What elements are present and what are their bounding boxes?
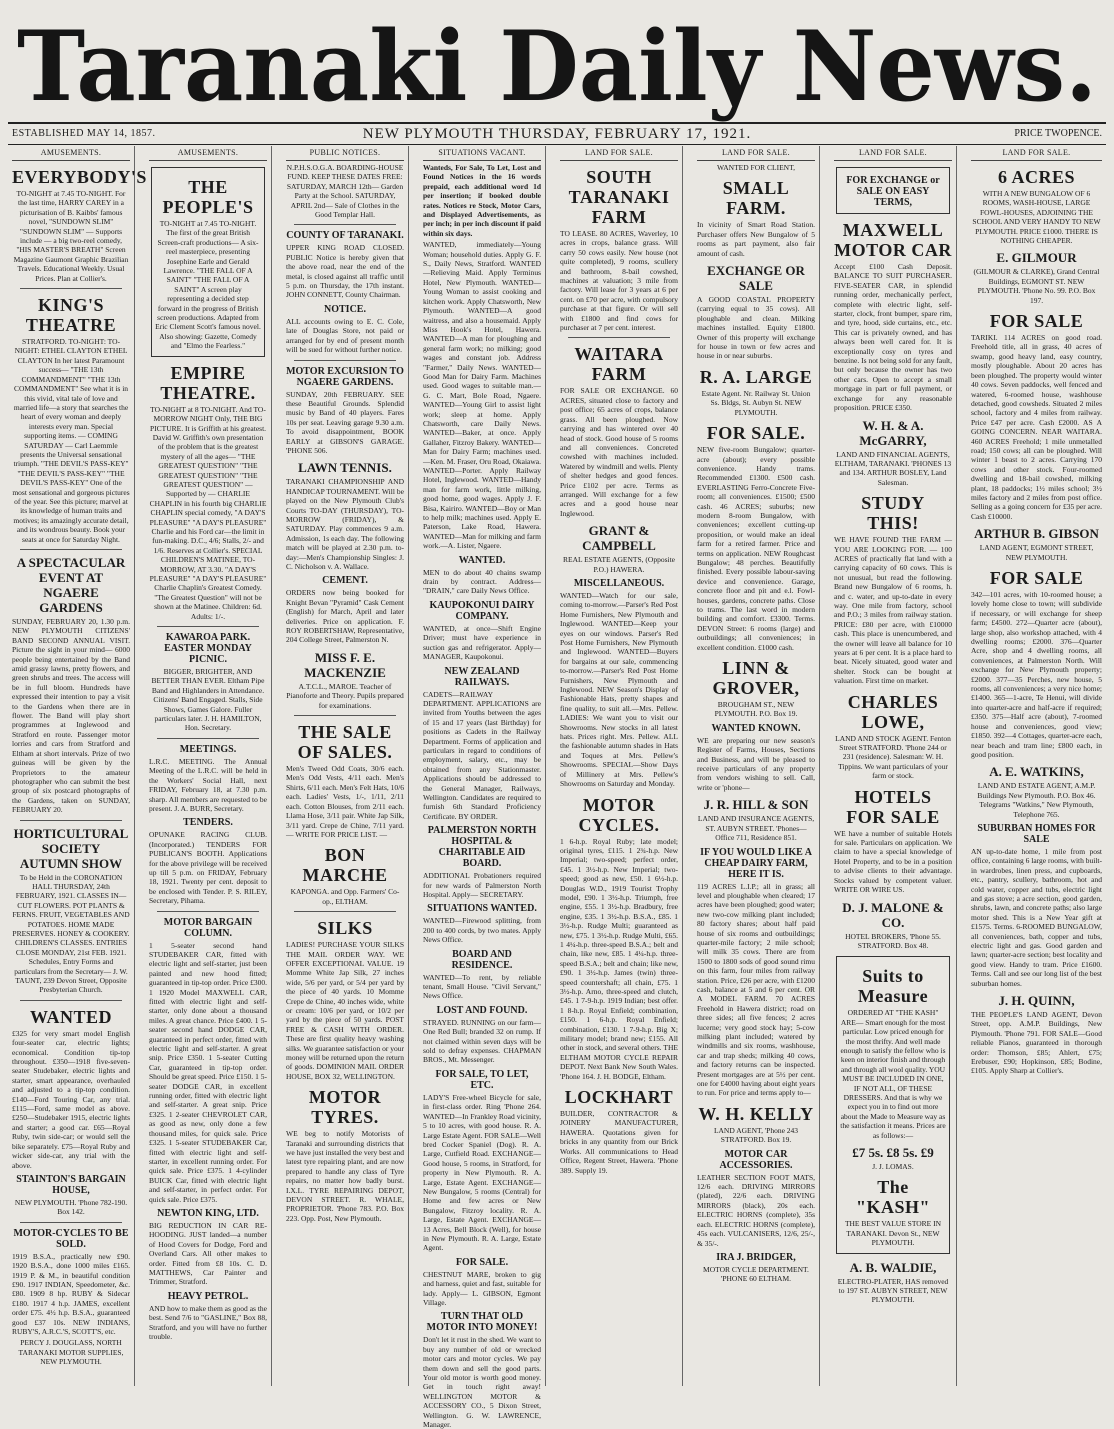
ad-text: LADY'S Free-wheel Bicycle for sale, in first-class order. Ring 'Phone 264. WANTED—In Frankley Road vicinity, 5 to 10 acres, with good house. R. A. Large Estate Agent. FOR SALE—Well bred Cocker Spaniel (Dog). R. A. Large, Cutfield Road. EXCHANGE—Good house, 5 rooms, in Stratford, for property in New Plymouth. R. A. Large, Estate Agent. EXCHANGE—New Bungalow, 5 rooms (Central) for Home and few acres or New Bungalow, Fitzroy locality. R. A. Large, Estate Agent. EXCHANGE—13 Acres, Bell Block (Well), for house in New Plymouth. R. A. Large, Estate Agent. [423,1092,541,1253]
ad-heading: FOR SALE, TO LET, ETC. [435,1068,529,1091]
ad-text: 1919 B.S.A., practically new £90. 1920 B.S.A., done 1000 miles £165. 1919 P. & M., in beautiful condition £90. 1917 INDIAN, Speedometer, &c. £80. 1909 8 hp. RUBY & Sidecar £180. 1917 4 h.p. JAMES, excellent order £75. 4½ h.p. B.S.A., guaranteed good £37 10s. NEW INDIANS, RUBY'S, A.R.C.'S, SCOTT'S, etc. [12,1251,130,1336]
ad-text: NEW five-room Bungalow; quarter-acre (about); every possible convenience. Handy trams. Recommended £1300. £500 cash. EVERLASTING Ferro-Concrete Five-room; all conveniences. £1500; £500 cash. 46 ACRES; suburbs; new modern 8-room Bungalow, with conveniences; excellent cutting-up proposition, or would make an ideal farm for a retired farmer. Price and terms on application. NEW Roughcast Bungalow; 48 perches. Beautifully finished. Every possible labour-saving device and convenience. Garage, concrete floor and pit and e.l. Fowl-houses, gardens, concrete paths. Close to trams. The last word in modern building and comfort. £3300. Terms. DEVON Street: 6 rooms (large) and outbuildings; all conveniences; in excellent condition. £1000 cash. [697,445,815,652]
ad-heading: A. B. WALDIE, [849,1259,937,1275]
ad-heading: MAXWELL MOTOR CAR [834,220,952,260]
ad-heading: HOTELS FOR SALE [846,786,940,827]
ad-text: Accept £100 Cash Deposit. BALANCE TO SUIT PURCHASER. FIVE-SEATER CAR, in splendid running order, mechanically perfect, complete with electric light, self-starter, clock, front bumper, spare rim, and tyre, hood, side curtains, etc., etc. This car is privately owned, and has always been well cared for. It is exceptionally cosy on tyres and benzine. Is not being sold for any fault, but only because the owner has two other cars. Open to accept a small mortgage in part or full payment, or exchange for any reasonable proposition. PRICE £350. [834,262,952,413]
ad-heading: KAWAROA PARK. EASTER MONDAY PICNIC. [164,632,252,666]
ad-heading: Suits to Measure [857,966,929,1007]
ad-text: WE are preparing our new season's Register of Farms, Houses, Sections and Business, and will be pleased to receive particulars of any property from vendors wishing to sell. Call, write or 'phone— [697,735,815,792]
ad-text: PERCY J. DOUGLASS, NORTH TARANAKI MOTOR SUPPLIES, NEW PLYMOUTH. [18,1338,124,1367]
column-header: SITUATIONS VACANT. [423,146,541,161]
ad-text: ELECTRO-PLATER, HAS removed to 197 ST. AUBYN STREET, NEW PLYMOUTH. [837,1276,949,1305]
ad-text: To be Held in the CORONATION HALL THURSDAY, 24th FEBRUARY, 1921. CLASSES IN— CUT FLOWERS. POT PLANTS & FERNS. FRUIT, VEGETABLES AND POTATOES. HOME MADE PRESERVES. HONEY & COOKERY. CHILDREN'S CLASSES. ENTRIES CLOSE MONDAY, 21st FEB. 1921. Schedules, Entry Forms and particulars from the Secretary— J. W. TAUNT, 239 Devon Street, Opposite Presbyterian Church. [12,872,130,995]
ad-text: KAPONGA. and Opp. Farmers' Co-op., ELTHAM. [290,887,400,906]
ad-heading: COUNTY OF TARANAKI. [286,230,404,242]
ad-text: THE PEOPLE'S LAND AGENT, Devon Street, opp. A.M.P. Buildings, New Plymouth. 'Phone 791. FOR SALE—Good reliable Pianos, guaranteed in thorough order: Thomson, £85; Ahlert, £75; Erebuser, £90; Hopkinson, £85; Bodine, £105. Apply Sharp at Collier's. [971,1010,1102,1076]
ad-heading: NEWTON KING, LTD. [157,1207,259,1219]
ad-heading: SMALL FARM. [722,178,790,219]
ad-text: LEATHER SECTION FOOT MATS, 12/6 each. DRIVING MIRRORS (plated), 22/6 each. DRIVING MIRRORS (black), 20s each. ELECTRIC HORNS (complete), 35s each. ELECTRIC HORNS (complete), 45s each. VULCANISERS, 12/6, 25/-, & 35/-. [697,1172,815,1248]
ad-text: WANTED—To rent, by reliable tenant, Small House. "Civil Servant," News Office. [423,972,541,1001]
price: PRICE TWOPENCE. [1014,128,1102,139]
ad-text: MEN to do about 40 chains swamp drain by contract. Address— "DRAIN," care Daily News Office. [423,567,541,596]
ad-heading: MISCELLANEOUS. [573,577,665,589]
ad-text: A GOOD COASTAL PROPERTY (carrying equal to 35 cows). All ploughable and clean. Milking machines installed. Equity £1800. Owner of this property will exchange for house in town or few acres and house in or near suburbs. [697,295,815,361]
ad-heading: EMPIRE THEATRE. [160,362,256,403]
ad-text: SUNDAY, 20th FEBRUARY. SEE these Beautiful Grounds. Splendid music by Band of 40 players. Fares 10s per seat. Leaving garage 9.30 a.m. To avoid disappointment, BOOK EARLY at GIBSON'S GARAGE. 'PHONE 506. [286,389,404,455]
ad-heading: SITUATIONS WANTED. [427,903,537,915]
ad-text: TARIKI. 114 ACRES on good road. Freehold title, all in grass, 40 acres of swamp, good heavy land, easy country, mostly ploughable. About 20 acres has been ploughed. The property would winter 40 cows. Seven paddocks, well fenced and watered, 6-roomed house, washhouse detached, good cowsheds. Situated 2 miles school, factory and 4 miles from railway. Price £47 per acre. Cash £2000. AS A GOING CONCERN. NEAR WAITARA. 460 ACRES Freehold; 1 mile unmetalled road; 150 cows; all can be ploughed. Will winter 1 beast to 2 acres. Carrying 170 cows and other stock. Four-roomed dwelling and 18-bail cowshed, milking plant, 18 paddocks; 1½ miles school; 3½ miles factory and 2 miles from post office. Selling as a going concern for £35 per acre. Cash £10000. [971,333,1102,521]
ad-heading: KAUPOKONUI DAIRY COMPANY. [429,599,535,622]
ad-heading: J. H. QUINN, [998,993,1075,1009]
ad-text: FOR SALE OR EXCHANGE. 60 ACRES, situated close to factory and post office; 65 acres of crops, balance grass. All been ploughed. Now carrying and has wintered over 40 head of stock. Good house of 5 rooms and all conveniences. Concreted cowshed with machines included. Watered by windmill and wells. Plenty of shelter hedges and good fences. Price £102 per acre. Terms as arranged. Will exchange for a few acres and a good house near Inglewood. [560,386,678,518]
ad-text: REAL ESTATE AGENTS, (Opposite P.O.) HAWERA. [562,555,676,574]
ad-heading: 6 ACRES [997,167,1076,187]
ad-heading: TURN THAT OLD MOTOR INTO MONEY! [426,1311,538,1334]
ad-heading: IF YOU WOULD LIKE A CHEAP DAIRY FARM, HERE IT IS. [700,846,812,880]
ad-heading: WANTED. [458,554,506,566]
column-2 [145,146,272,1386]
ad-text: N.P.H.S.O.G.A. BOARDING-HOUSE FUND. KEEP THESE DATES FREE: SATURDAY, MARCH 12th— Garden Party at the School. SATURDAY, APRIL 2nd— Sale of Clothes in the Good Templar Hall. [286,163,404,220]
ad-heading: The "KASH" [856,1177,930,1218]
ad-text: Wanteds, For Sale, To Let, Lost and Found Notices in the 16 words prepaid, each additional word 1d per insertion; if booked double rates. Notices re Stock, Motor Cars, and Displayed Advertisements, as per inch; in per inch discount if paid within six days. [423,163,541,238]
ad-heading: EVERYBODY'S [12,167,147,187]
ad-text: LAND AND ESTATE AGENT, A.M.P. Buildings New Plymouth. P.O. Box 46. Telegrams "Watkins," New Plymouth, Telephone 765. [977,781,1096,819]
ad-text: TO-NIGHT at 7.45 TO-NIGHT. The first of the great British Screen-craft productions— A six-reel masterpiece, presenting Josephine Earle and Gerald Lawrence. "THE FALL OF A SAINT" "THE FALL OF A SAINT" A screen play representing a decided step forward in the progress of British screen productions. Adapted from Eric Clement Scott's famous novel. Also showing: Gazette, Comedy and "Elmo the Fearless." [155,219,261,351]
ad-heading: WANTED KNOWN. [711,722,801,734]
ad-heading: HORTICULTURAL SOCIETY AUTUMN SHOW [13,825,129,871]
ad-text: ORDERED AT "THE KASH" ARE— Smart enough for the most particular. Low priced enough for the most thrifty. And well made enough to satisfy the fellow who is keen on interior finish and through and through all wool quality. YOU MUST BE INCLUDED IN ONE, IF NOT ALL, OF THESE DRESSERS. And that is why we expect you in to find out more about the Made to Measure way as the satisfaction it means. Prices are as follows:— [840,1008,946,1140]
ad-text: UPPER KING ROAD CLOSED. PUBLIC Notice is hereby given that the above road, near the end of the metal, is closed against all traffic until 5 p.m. on Thursday, the 17th instant. JOHN CONNETT, County Chairman. [286,243,404,300]
ad-heading: MOTOR-CYCLES TO BE SOLD. [13,1227,129,1250]
ad-heading: IRA J. BRIDGER, [716,1251,796,1263]
ad-heading: BOARD AND RESIDENCE. [451,948,513,971]
ad-heading: TENDERS. [183,817,233,829]
ad-text: STRATFORD. TO-NIGHT: TO-NIGHT: ETHEL CLAYTON ETHEL CLAYTON In her latest Paramount success— "THE 13th COMMANDMENT" "THE 13th COMMANDMENT" See what it is in this vivid, vital tale of love and married life—a story that searches the heart of every woman and deeply interests every man. Special supporting items. — COMING SATURDAY — Carl Laemmle presents the Universal sensational triumph. "THE DEVIL'S PASS-KEY" "THE DEVIL'S PASS-KEY" "THE DEVIL'S PASS-KEY" One of the most sensational and gorgeous pictures of the year. See this picture; marvel at its knowledge of human traits and motives; its amazingly accurate detail, and its wondrous beauty. Book your seats at once for Saturday Night. [12,337,130,544]
ad-heading: THE PEOPLE'S [162,177,254,217]
column-3 [282,146,409,1386]
ad-heading: A SPECTACULAR EVENT AT NGAERE GARDENS [16,555,126,615]
ad-heading: MISS F. E. MACKENZIE [304,649,386,680]
column-5 [556,146,683,1386]
column-4 [419,146,546,1429]
ad-text: LADIES! PURCHASE YOUR SILKS THE MAIL ORDER WAY. WE OFFER EXCEPTIONAL VALUE. 19 Momme White Jap Silk, 27 inches wide, 5/6 per yard, or 5/4 per yard by the piece of 40 yards. 10 Momme Crepe de Chine, 40 inches wide, white or cream: 10/6 per yard, or 10/2 per yard by the piece of 50 yards. POST FREE & CASH WITH ORDER. These are first quality heavy washing silks. We guarantee satisfaction or your money will be returned upon the return of goods. DOMINION MAIL ORDER HOUSE, BOX 32, WELLINGTON. [286,940,404,1081]
column-header: AMUSEMENTS. [12,146,130,161]
ad-text: MOTOR CYCLE DEPARTMENT. 'PHONE 60 ELTHAM. [703,1264,809,1284]
established-date: ESTABLISHED MAY 14, 1857. [12,128,156,139]
ad-text: LAND AGENT, 'Phone 243 STRATFORD. Box 19. [713,1125,799,1145]
ad-text: STRAYED. RUNNING on our farm—One Red Bull; branded 32 on rump. If not claimed within seven days will be sold to defray expenses. CHAPMAN BROS., Mt. Messenger. [423,1017,541,1065]
ad-heading: LOCKHART [564,1087,674,1108]
ad-text: ORDERS now being booked for Knight Bevan "Pyramid" Cask Cement (English) for March, April and later deliveries. Price on application. F. ROY ROBERTSHAW, Representative, 204 College Street, Palmerston N. [286,588,404,645]
ad-heading: FOR SALE. [455,1256,509,1268]
column-6 [693,146,820,1386]
ad-box [836,167,950,214]
ad-text: LAND AGENT, EGMONT STREET, NEW PLYMOUTH. [979,543,1094,562]
ad-heading: LINN & GROVER, [712,658,800,699]
ad-text: TARANAKI CHAMPIONSHIP AND HANDICAP TOURNAMENT. Will be played on the New Plymouth Club's Courts TO-DAY (THURSDAY), TO-MORROW (FRIDAY), & SATURDAY. Play commences 9 a.m. Admission, 1s each day. The following match will be played at 2.30 p.m. to-day:—Men's Championship Singles: J. C. Nicholson v. A. Wallace. [286,477,404,571]
ad-box [151,167,265,357]
ad-text: OPUNAKE RACING CLUB. (Incorporated.) TENDERS FOR PUBLICAN'S BOOTH. Applications for the above privilege will be received up till 5 p.m. on FRIDAY, February 18, 1921. Twenty per cent. deposit to be enclosed with Tender. P. S. RILEY, Secretary, Pihama. [149,830,267,906]
ad-text: WANTED—Firewood splitting, from 200 to 400 cords, by two mates. Apply News Office. [423,916,541,945]
columns [8,146,1106,1429]
ad-text: L.R.C. MEETING. The Annual Meeting of the L.R.C. will be held in the Workers' Social Hall, next FRIDAY, February 18, at 7.30 p.m. sharp. All members are requested to be present. J. A. BURR, Secretary. [149,756,267,813]
ad-heading: CHARLES LOWE, [847,691,939,732]
ad-heading: MEETINGS. [179,743,237,755]
ad-text: (GILMOUR & CLARKE), Grand Central Buildings, EGMONT ST. NEW PLYMOUTH. 'Phone No. 99. P.O. Box 197. [973,267,1100,305]
ad-text: CHESTNUT MARE, broken to gig and harness, quiet and fast, suitable for lady. Apply— L. GIBSON, Egmont Village. [423,1269,541,1307]
ad-text: BIG REDUCTION IN CAR RE-HOODING. JUST landed—a number of Hood Covers for Dodge, Ford and Overland Cars. All other makes to order. Fitted from £8 10s. C. D. MATTHEWS, Car Painter and Trimmer, Stratford. [149,1220,267,1287]
ad-heading: STUDY THIS! [861,493,925,534]
ad-heading: E. GILMOUR [996,250,1077,266]
ad-heading: BON MARCHE [302,845,388,886]
masthead [8,4,1106,122]
masthead-title: Taranaki Daily News. [17,10,1097,123]
ad-text: AND how to make them as good as the best. Send 7/6 to "GASLINE," Box 88, Stratford, and you will have no further trouble. [149,1303,267,1341]
ad-text: THE BEST VALUE STORE IN TARANAKI. Devon St., NEW PLYMOUTH. [844,1219,942,1248]
ad-text: TO LEASE. 80 ACRES, Waverley, 10 acres in crops, balance grass. Will carry 50 cows easily. New house (not quite completed), 9 rooms, scullery and bathroom, 8-bail cowshed, machines at valuation; 3 mile from factory. Will lease for 3 years at 6 per cent. on £70 per acre, with compulsory purchase at that figure. Or will sell with £1800 and find cows for purchaser at 7 per cent. interest. [560,229,678,333]
ad-heading: WAITARA FARM [574,344,664,385]
ad-text: Don't let it rust in the shed. We want to buy any number of old or wrecked motor cars and motor cycles. We pay them down and sell the good parts. Your old motor is worth good money. Get in touch right away! WELLINGTON MOTOR & ACCESSORY CO., 5 Dixon Street, Wellington. G. W. LAWRENCE, Manager. [423,1335,541,1429]
column-1 [8,146,147,1386]
ad-heading: WANTED [29,1006,112,1027]
ad-heading: FOR SALE [989,311,1084,332]
ad-text: WE have a number of suitable Hotels for sale. Particulars on application. We claim to have a special knowledge of Hotel Property, and to be in a position to advise clients to their advantage. Stocks valued by competent valuer. WRITE OR WIRE US. [834,828,952,895]
ad-heading: W. H. KELLY [698,1103,814,1124]
ad-text: LAND AND INSURANCE AGENTS, ST. AUBYN STREET. 'Phones—Office 711, Residence 851. [697,814,815,843]
ad-heading: £7 5s. £8 5s. £9 [852,1145,934,1160]
ad-text: LAND AND FINANCIAL AGENTS, ELTHAM, TARANAKI. 'PHONES 13 and 134. ARTHUR BOSLEY, Land Salesman. [834,449,952,487]
ad-heading: A. E. WATKINS, [989,764,1084,780]
ad-heading: W. H. & A. McGARRY, [859,417,927,448]
ad-heading: MOTOR TYRES. [308,1087,382,1128]
column-header: LAND FOR SALE. [560,146,678,161]
ad-heading: THE SALE OF SALES. [297,722,393,763]
ad-text: WE beg to notify Motorists of Taranaki and surrounding districts that we have just installed the very best and latest tyre repairing plant, and are now prepared to handle any class of Tyre repairs, no matter how badly burst. I.X.L. TYRE REPAIRING DEPOT, DEVON STREET. R. WHALE, PROPRIETOR. 'Phone 783. P.O. Box 223. Opp. Post, New Plymouth. [286,1129,404,1223]
ad-text: 119 ACRES L.I.P.; all in grass; all level and ploughable when cleared; 17 acres have been ploughed; good water; new two-cow milking plant included; 80 factory shares; about half paid house of six rooms and outbuildings; quarter-mile factory; 2 mile school; will milk 35 cows. There are from 1500 to 1800 sods of good sound rimu on this farm, four miles from railway station. Price, £26 per acre, with £1200 cash, balance at 5 and 6 per cent. OR A MODEL FARM. 70 ACRES Freehold in Hawera district; road on three sides; all five fences; 2 acres lucerne; very good stock hay; 5-cow milking plant included; watered by windmills and six rooms, washhouse, car and trap sheds; milking 40 cows, and factory returns can be inspected. Present mortgages are at 5½ per cent. one for £4000 having about eight years to run. For price and terms apply to— [697,881,815,1098]
ad-text: Men's Tweed Odd Coats, 30/6 each. Men's Odd Vests, 4/11 each. Men's Shirts, 6/11 each. Men's Felt Hats, 10/6 each. Ladies' Vests, 1/-, 1/11, 2/11 each. Cotton Blouses, from 2/11 each. Llama Hose, 3/11 pair. White Jap Silk, 3/11 yard. Crepe de Chine, 7/11 yard. — WRITE FOR PRICE LIST. — [286,764,404,839]
ad-text: Estate Agent. Nr. Railway St. Union Ss. Bldgs, St. Aubyn St. NEW PLYMOUTH. [701,388,811,417]
masthead-title-svg [8,4,1106,122]
ad-text: TO-NIGHT at 7.45 TO-NIGHT. For the last time, HARRY CAREY in a picturisation of B. Kaibbs' famous novel, "SUNDOWN SLIM" "SUNDOWN SLIM" — Supports include — a big two-reel comedy, "HIS MASTER'S BREATH" Screen Magazine Gaumont Graphic Brazilian Travels. Educational Weekly. Usual Prices. Plan at Collier's. [13,189,129,283]
ad-box [836,956,950,1253]
ad-text: CADETS—RAILWAY DEPARTMENT. APPLICATIONS are invited from Youths between the ages of 15 and 17 years (last Birthday) for positions as Cadets in the Railway Department. Forms of application and particulars in regard to conditions of employment, salary, etc., may be obtained from any Stationmaster. Applications should be addressed to the General Manager, Railways, Wellington. Candidates are required to furnish 6th Standard Proficiency Certificate. BY ORDER. [423,689,541,821]
ad-heading: J. R. HILL & SON [703,797,809,813]
ad-text: BIGGER, BRIGHTER, AND BETTER THAN EVER. Eltham Pipe Band and Highlanders in Attendance. Citizens' Band Engaged. Stalls, Side Shows, Games Galore. Fuller particulars later. J. H. HAMILTON, Hon. Secretary. [151,667,265,733]
ad-heading: SOUTH TARANAKI FARM [568,167,670,227]
ad-heading: MOTOR CAR ACCESSORIES. [719,1148,793,1171]
ad-text: WANTED, at once—Shift Engine Driver; must have experience in suction gas and refrigerator. Apply— MANAGER, Kaupokonui. [423,623,541,662]
column-8 [967,146,1106,1386]
column-header: LAND FOR SALE. [697,146,815,161]
ad-heading: HEAVY PETROL. [167,1290,249,1302]
ad-heading: NEW ZEALAND RAILWAYS. [444,665,520,688]
ad-heading: PALMERSTON NORTH HOSPITAL & CHARITABLE AID BOARD. [427,825,537,870]
ad-heading: NOTICE. [324,303,366,315]
ad-heading: MOTOR CYCLES. [578,794,660,835]
ad-text: BROUGHAM ST., NEW PLYMOUTH. P.O. Box 19. [714,700,798,719]
ad-heading: FOR SALE. [706,423,806,444]
ad-text: SUNDAY, FEBRUARY 20, 1.30 p.m. NEW PLYMOUTH CITIZENS' BAND SECOND ANNUAL VISIT. Picture the sight in your mind— 6000 people being entertained by the Band amid grassy lawns, pretty flowers, and green shrubs and trees. The access will be in full bloom. Hundreds have expressed their intention to pay a visit to the Gardens when there are in flower. The Band will play short programmes at Inglewood and Stratford en route. Passenger motor lorries and cars from Stratford and Eltham at short intervals. Prize of two guineas will be given by the Proprietors to the amateur photographer who can submit the best group of six postcard photographs of the Gardens, taken on SUNDAY, FEBRUARY 20. [12,617,130,815]
ad-heading: MOTOR EXCURSION TO NGAERE GARDENS. [286,365,404,388]
column-header: LAND FOR SALE. [834,146,952,161]
ad-text: LAND AND STOCK AGENT. Fenton Street STRATFORD. 'Phone 244 or 231 (residence). Salesman: W. H. Tippins. We want particulars of your farm or stock. [835,733,951,781]
ad-text: TO-NIGHT at 8 TO-NIGHT. And TO-MORROW NIGHT Only, THE BIG PICTURE. It is Griffith at his greatest. David W. Griffith's own presentation of the problem that is the greatest mystery of all the ages— "THE GREATEST QUESTION" "THE GREATEST QUESTION" "THE GREATEST QUESTION" — Supported by — CHARLIE CHAPLIN in his fourth big CHARLIE CHAPLIN special comedy, "A DAY'S PLEASURE" "A DAY'S PLEASURE" Charlie and his Ford car—the limit in fun-making. D.C., 4/6; Stalls, 2/- and 1/6. Reserves at Collier's. SPECIAL CHILDREN'S MATINEE, TO-MORROW, AT 3.30. "A DAY'S PLEASURE" "A DAY'S PLEASURE" Charlie Chaplin's Greatest Comedy. "The Greatest Question" will not be shown at the Matinee. Children: 6d. Adults: 1/-. [149,404,267,621]
ad-text: A.T.C.L., MAROE. Teacher of Pianoforte and Theory. Pupils prepared for examinations. [286,681,404,710]
issue-date: NEW PLYMOUTH THURSDAY, FEBRUARY 17, 1921. [362,126,752,142]
ad-heading: FOR EXCHANGE or SALE ON EASY TERMS, [846,175,940,208]
ad-heading: CEMENT. [322,575,368,587]
ad-text: HOTEL BROKERS, 'Phone 55. STRATFORD. Box 48. [845,931,941,950]
ad-text: ALL accounts owing to E. C. Cole, late of Douglas Store, not paid or arranged for by end of present month will be sued for without further notice. [286,316,404,355]
ad-text: ADDITIONAL Probationers required for new wards of Palmerston North Hospital. Apply— SECRETARY. [423,871,541,899]
ad-text: J. J. LOMAS. [872,1162,914,1171]
column-header: LAND FOR SALE. [971,146,1102,161]
ad-heading: LAWN TENNIS. [298,460,392,476]
ad-heading: STAINTON'S BARGAIN HOUSE, [16,1173,126,1196]
ad-text: 342—101 acres, with 10-roomed house; a lovely home close to town; will subdivide if necessary, or will exchange for sheep farm; £4500. 272—Quarter acre (about), large shop, also workshop attached, with 4 dwelling rooms; £2000. 376—Quarter Acre, shop and 4 dwelling rooms, all conveniences, at Palmerston North. Will exchange for New Plymouth property; £2000. 377—35 Perches, new house, 5 rooms, all conveniences; a very nice home; £1400. 365—1-acre, Te Henui, will divide into quarter-acre and half-acre if required; £350. 375—Half acre (about), 7-roomed house and conveniences, good view; £1850. 392—4 Cottages, quarter-acre each, near beach and tram line; £800 each, in good position. [971,590,1102,759]
ad-heading: EXCHANGE OR SALE [707,263,805,294]
column-7 [830,146,957,1386]
ad-heading: FOR SALE [989,568,1084,588]
ad-heading: GRANT & CAMPBELL [582,523,656,554]
ad-heading: SILKS [317,918,373,939]
ad-heading: D. J. MALONE & CO. [842,899,944,930]
ad-text: £325 for very smart model English four-seater car, electric lights; economical. Condition tip-top throughout. £350—1918 five-seven-seater Studebaker, electric lights and starter, smart appearance, overhauled and adjusted to a tip-top condition. £140—Ford Touring Car, any trial. £115—Ford, same model as above. £250—Studebaker 1915, electric lights and starter; a good car. £65—Royal Ruby, twin side-car; or would sell the bike separately. £75—Royal Ruby and wicker side-car, any trial with the above. [12,1028,130,1170]
ad-text: BUILDER, CONTRACTOR & JOINERY MANUFACTURER, HAWERA. Quotations given for bricks in any quantity from our Brick Works. All communications to Head Office, Regent Street, Hawera. 'Phone 389. Supply 19. [560,1109,678,1175]
ad-text: WANTED, immediately—Young Woman; household duties. Apply G. F. S., Daily News, Stratford. WANTED—Relieving Maid. Apply Terminus Hotel, New Plymouth. WANTED—Young Woman to assist cooking and kitchen work. Apply Chatsworth, New Plymouth. WANTED—A good waitress, and also a housemaid. Apply Miss Hook's Hotel, Hawera. WANTED—A man for ploughing and general farm work; no milking; good wages and constant job. Address "Farmer," Daily News. WANTED—Good Man for Dairy Farm. Machines used. Good wages to suitable man.—G. C. Mart, Bole Road, Ngaere. WANTED—Young Girl to assist light work; sleep at home. Apply Chatsworth, care Daily News. WANTED—Baker, at once. Apply Gallaher, Fitzroy Bakery. WANTED—Man for Dairy Farm; machines used.—Ken. M. Fraser, Oru Road, Okaiawa. WANTED—Porter. Apply Railway Hotel, Inglewood. WANTED—Handy man for farm work, little milking, good home, good wages. Apply J. F. Bisa, Kairiro. WANTED—Boy or Man to help milk; machines used. Apply E. Paterson, Lake Road, Hawera. WANTED—Man for milking and farm work.—A. Lister, Ngaere. [423,240,542,551]
ad-text: WITH A NEW BUNGALOW OF 6 ROOMS, WASH-HOUSE, LARGE FOWL-HOUSES, ADJOINING THE SCHOOL AND VERY HANDY TO NEW PLYMOUTH. PRICE £1000. THERE IS NOTHING CHEAPER. [972,189,1101,246]
ad-text: 1 5-seater second hand STUDEBAKER CAR, fitted with electric light and self-starter, just been painted and new hood fitted; guaranteed in tip-top order. Price £300. 1 1920 Model MAXWELL CAR, fitted with electric light and self-starter, only done about a thousand miles. A great chance. Price £400. 1 5-seater second hand DODGE CAR, guaranteed in perfect order, fitted with electric light and self-starter. A great snip. Price £350. 1 5-seater Cutting Car, guaranteed in tip-top order. Should be great speed. Price £150. 1 5-seater DODGE CAR, in excellent running order, fitted with electric light and self-starter. A great snip. Price £325. 1 2-seater CHEVROLET CAR, as good as new, only done a few thousand miles, for quick sale. Price £325. 1 5-seater STUDEBAKER Car, fitted with electric light and self-starter, in excellent running order. For quick sale. Price £375. 1 4-cylinder BUICK Car, fitted with electric light and self-starter, in perfect order. For quick sale. Price £375. [149,940,267,1204]
ad-text: 1 6-h.p. Royal Ruby; late model; original tyres, £115. 1 2¾-h.p. New Imperial; two-speed; perfect order, £45. 1 3½-h.p. New Imperial; two-speed; good as new, £50. 1 6½-h.p. Douglas W.D., 1919 Tourist Trophy model, £90. 1 3½-h.p. Triumph, free engine, £55. 1 3½-h.p. Bradbury, free engine, £35. 1 3½-h.p. B.S.A., £85. 1 3½-h.p. Rudge Multi; guaranteed as new, £75. 1 3½-h.p. Rudge Multi, £65. 1 4¼-h.p. three-speed B.S.A.; belt and chain, like new, £85. 1 4¼-h.p. three-speed B.S.A.; belt and chain; like new, £90. 1 3½-h.p. James (twin) three-speed countershaft; all chain, £75. 1 3½-h.p. Arno, three-speed and clutch, £45. 1 7-9-h.p. 1919 Indian; best offer. 1 8-h.p. Royal Enfield; combination, £150. 1 6-h.p. Royal Enfield; combination, £130. 1 7-9-h.p. Big X; military model; brand new; £155. All other in stock, and several others. THE ELTHAM MOTOR CYCLE REPAIR DEPOT. Next Bank New South Wales. 'Phone 164. J. H. BODGE, Eltham. [560,836,678,1081]
ad-text: NEW PLYMOUTH. 'Phone 782-190. Box 142. [14,1197,128,1217]
ad-text: AN up-to-date home, 1 mile from post office, containing 6 large rooms, with built-in wardrobes, linen press, and cupboards, etc., pantry, scullery, bathroom, hot and cold water, copper and tubs, electric light and gas stove; a acre section, good garden, shrubs, lawn, and concrete paths; also large motor shed. This is a New Year gift at £1575. Terms. 6-ROOMED BUNGALOW, all conveniences, bath, copper and tubs, electric light and gas. Good garden and lawn; quarter-acre section; best locality and good view. Handy to tram. Price £1600. Terms. Call and see our long list of the best suburban homes. [971,846,1102,988]
column-header: AMUSEMENTS. [149,146,267,161]
ad-heading: R. A. LARGE [699,366,813,387]
ad-heading: LOST AND FOUND. [436,1004,528,1016]
column-header: PUBLIC NOTICES. [286,146,404,161]
ad-text: WANTED FOR CLIENT, [717,163,795,172]
ad-text: WANTED—Watch for our sale, coming to-morrow.—Parser's Red Post Home Furnishers, New Plymouth and Inglewood. WANTED—Keep your eyes on our windows. Parser's Red Post Home Furnishers, New Plymouth and Inglewood. WANTED—Buyers for bargains at our sale, commencing to-morrow.—Parser's Red Post Home Furnishers, New Plymouth and Inglewood. NEW Season's Display of Fashionable Hats, pretty shapes and fine quality, to suit all.—Mrs. Pellew. LADIES: We want you to visit our Showrooms. New stocks in all latest hats. Prices right. Mrs. Pellew. ALL the fashionable autumn shades in Hats and Toques at Mrs. Pellew's Showrooms. SPECIAL—Show Days of Millinery at Mrs. Pellew's Showrooms on Saturday and Monday. [560,590,678,789]
ad-heading: KING'S THEATRE [25,295,117,336]
dateline [8,122,1106,145]
ad-text: WE HAVE FOUND THE FARM — YOU ARE LOOKING FOR. — 100 ACRES of practically flat land with a carrying capacity of 60 cows. This is not unusual, but read the following. Brand new Bungalow of 6 rooms, h. and c. water, and up-to-date in every way. One mile from factory, school and P.O.; 3 miles from railway station. PRICE: £80 per acre, with £10000 cash. This place is unencumbered, and the owner will leave all balance for 10 years at 6 per cent. It is a place hard to beat. Nicely situated, good water and shelter. Stock can be bought at valuation. First time on market. [834,535,952,686]
ad-heading: ARTHUR B. GIBSON [974,526,1099,542]
ad-heading: MOTOR BARGAIN COLUMN. [163,916,253,939]
ad-text: In vicinity of Smart Road Station. Purchaser offers New Bungalow of 5 rooms as part payment, also fair amount of cash. [697,220,815,258]
ad-heading: SUBURBAN HOMES FOR SALE [977,822,1096,845]
